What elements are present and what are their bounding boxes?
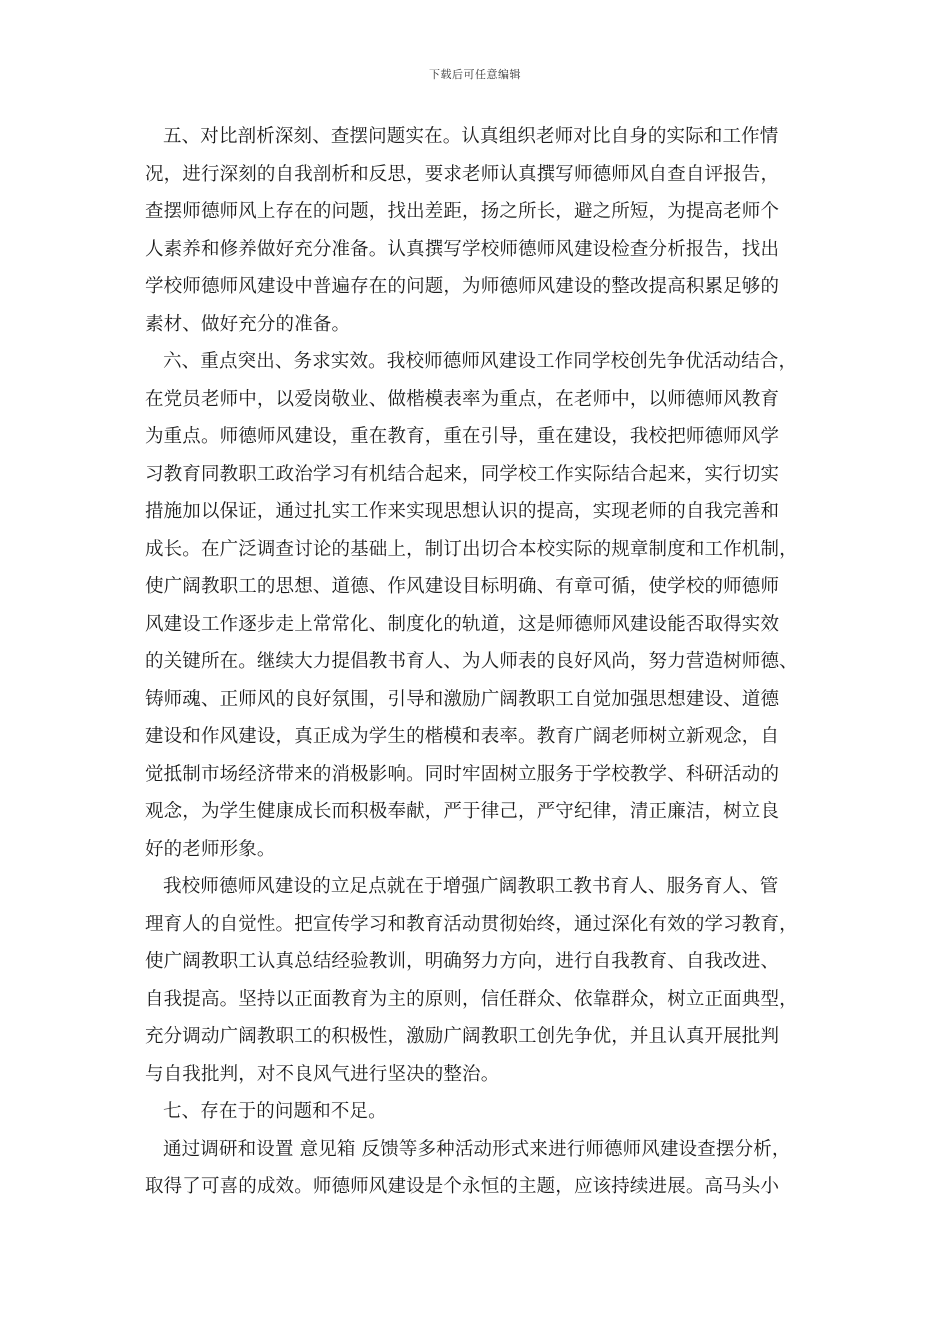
text-line: 在党员老师中，以爱岗敬业、做楷模表率为重点，在老师中，以师德师风教育 <box>145 388 780 410</box>
text-line: 自我提高。坚持以正面教育为主的原则，信任群众、依靠群众，树立正面典型， <box>145 988 798 1010</box>
text-line: 素材、做好充分的准备。 <box>145 313 351 335</box>
text-line: 观念，为学生健康成长而积极奉献，严于律己，严守纪律，清正廉洁，树立良 <box>145 801 780 822</box>
text-line: 通过调研和设置 意见箱 反馈等多种活动形式来进行师德师风建设查摆分析， <box>163 1138 791 1160</box>
text-line: 理育人的自觉性。把宣传学习和教育活动贯彻始终，通过深化有效的学习教育， <box>145 913 798 935</box>
text-line: 好的老师形象。 <box>145 838 276 860</box>
text-line: 六、重点突出、务求实效。我校师德师风建设工作同学校创先争优活动结合， <box>163 351 798 372</box>
text-line: 觉抵制市场经济带来的消极影响。同时牢固树立服务于学校教学、科研活动的 <box>145 763 780 785</box>
text-line: 风建设工作逐步走上常常化、制度化的轨道，这是师德师风建设能否取得实效 <box>145 613 780 635</box>
text-line: 使广阔教职工认真总结经验教训，明确努力方向，进行自我教育、自我改进、 <box>145 951 780 972</box>
page-header: 下载后可任意编辑 <box>429 68 521 81</box>
text-line: 习教育同教职工政治学习有机结合起来，同学校工作实际结合起来，实行切实 <box>145 463 780 485</box>
text-line: 措施加以保证，通过扎实工作来实现思想认识的提高，实现老师的自我完善和 <box>145 501 780 522</box>
text-line: 五、对比剖析深刻、查摆问题实在。认真组织老师对比自身的实际和工作情 <box>163 126 779 147</box>
text-line: 的关键所在。继续大力提倡教书育人、为人师表的良好风尚，努力营造树师德、 <box>145 651 798 672</box>
text-line: 成长。在广泛调查讨论的基础上，制订出切合本校实际的规章制度和工作机制， <box>145 538 798 560</box>
text-line: 铸师魂、正师风的良好氛围，引导和激励广阔教职工自觉加强思想建设、道德 <box>145 688 780 710</box>
text-line: 学校师德师风建设中普遍存在的问题，为师德师风建设的整改提高积累足够的 <box>145 276 780 297</box>
text-line: 建设和作风建设，真正成为学生的楷模和表率。教育广阔老师树立新观念，自 <box>145 726 780 747</box>
text-line: 取得了可喜的成效。师德师风建设是个永恒的主题，应该持续进展。高马头小 <box>145 1176 780 1197</box>
text-line: 使广阔教职工的思想、道德、作风建设目标明确、有章可循，使学校的师德师 <box>145 576 780 597</box>
text-line: 人素养和修养做好充分准备。认真撰写学校师德师风建设检查分析报告，找出 <box>145 238 780 260</box>
text-line: 为重点。师德师风建设，重在教育，重在引导，重在建设，我校把师德师风学 <box>145 426 780 447</box>
text-line: 我校师德师风建设的立足点就在于增强广阔教职工教书育人、服务育人、管 <box>163 876 779 897</box>
text-line: 充分调动广阔教职工的积极性，激励广阔教职工创先争优，并且认真开展批判 <box>145 1026 780 1047</box>
text-line: 况，进行深刻的自我剖析和反思，要求老师认真撰写师德师风自查自评报告， <box>145 163 780 185</box>
text-line: 七、存在于的问题和不足。 <box>163 1101 387 1122</box>
text-line: 与自我批判，对不良风气进行坚决的整治。 <box>145 1063 500 1085</box>
text-line: 查摆师德师风上存在的问题，找出差距，扬之所长，避之所短，为提高老师个 <box>145 201 780 222</box>
document-body <box>145 118 808 1206</box>
